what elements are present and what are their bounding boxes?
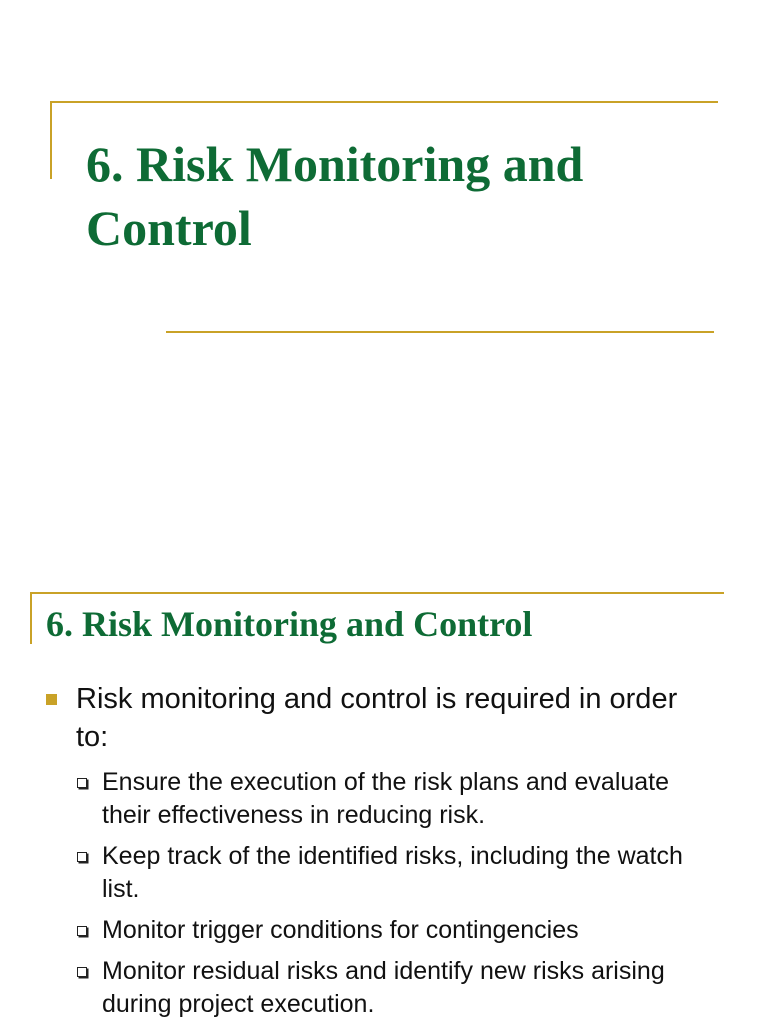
- left-rule: [50, 101, 52, 179]
- hollow-square-bullet-icon: [77, 778, 87, 788]
- left-rule: [30, 592, 32, 644]
- top-rule: [50, 101, 718, 103]
- sub-bullet-text: Monitor trigger conditions for contingencies: [102, 916, 579, 944]
- sub-bullet-text: Keep track of the identified risks, including the watch list.: [102, 842, 683, 903]
- sub-bullet-item: [76, 914, 706, 947]
- content-slide: [0, 560, 768, 1024]
- square-bullet-icon: [46, 694, 57, 705]
- hollow-square-bullet-icon: [77, 852, 87, 862]
- sub-bullet-text: Monitor residual risks and identify new risks arising during project execution.: [102, 957, 665, 1018]
- sub-bullet-list: [76, 766, 706, 1021]
- slide-title: 6. Risk Monitoring and Control: [86, 136, 584, 256]
- bullet-text: Risk monitoring and control is required in order to:: [76, 683, 678, 753]
- sub-bullet-item: [76, 955, 706, 1021]
- sub-bullet-item: [76, 840, 706, 906]
- bullet-item: [46, 680, 706, 1021]
- top-rule: [30, 592, 724, 594]
- bullet-list: [46, 680, 706, 1029]
- sub-bullet-item: [76, 766, 706, 832]
- bottom-rule: [166, 331, 714, 333]
- slide-title: 6. Risk Monitoring and Control: [46, 604, 533, 644]
- sub-bullet-text: Ensure the execution of the risk plans and evaluate their effectiveness in reducing risk.: [102, 768, 670, 829]
- hollow-square-bullet-icon: [77, 926, 87, 936]
- hollow-square-bullet-icon: [77, 967, 87, 977]
